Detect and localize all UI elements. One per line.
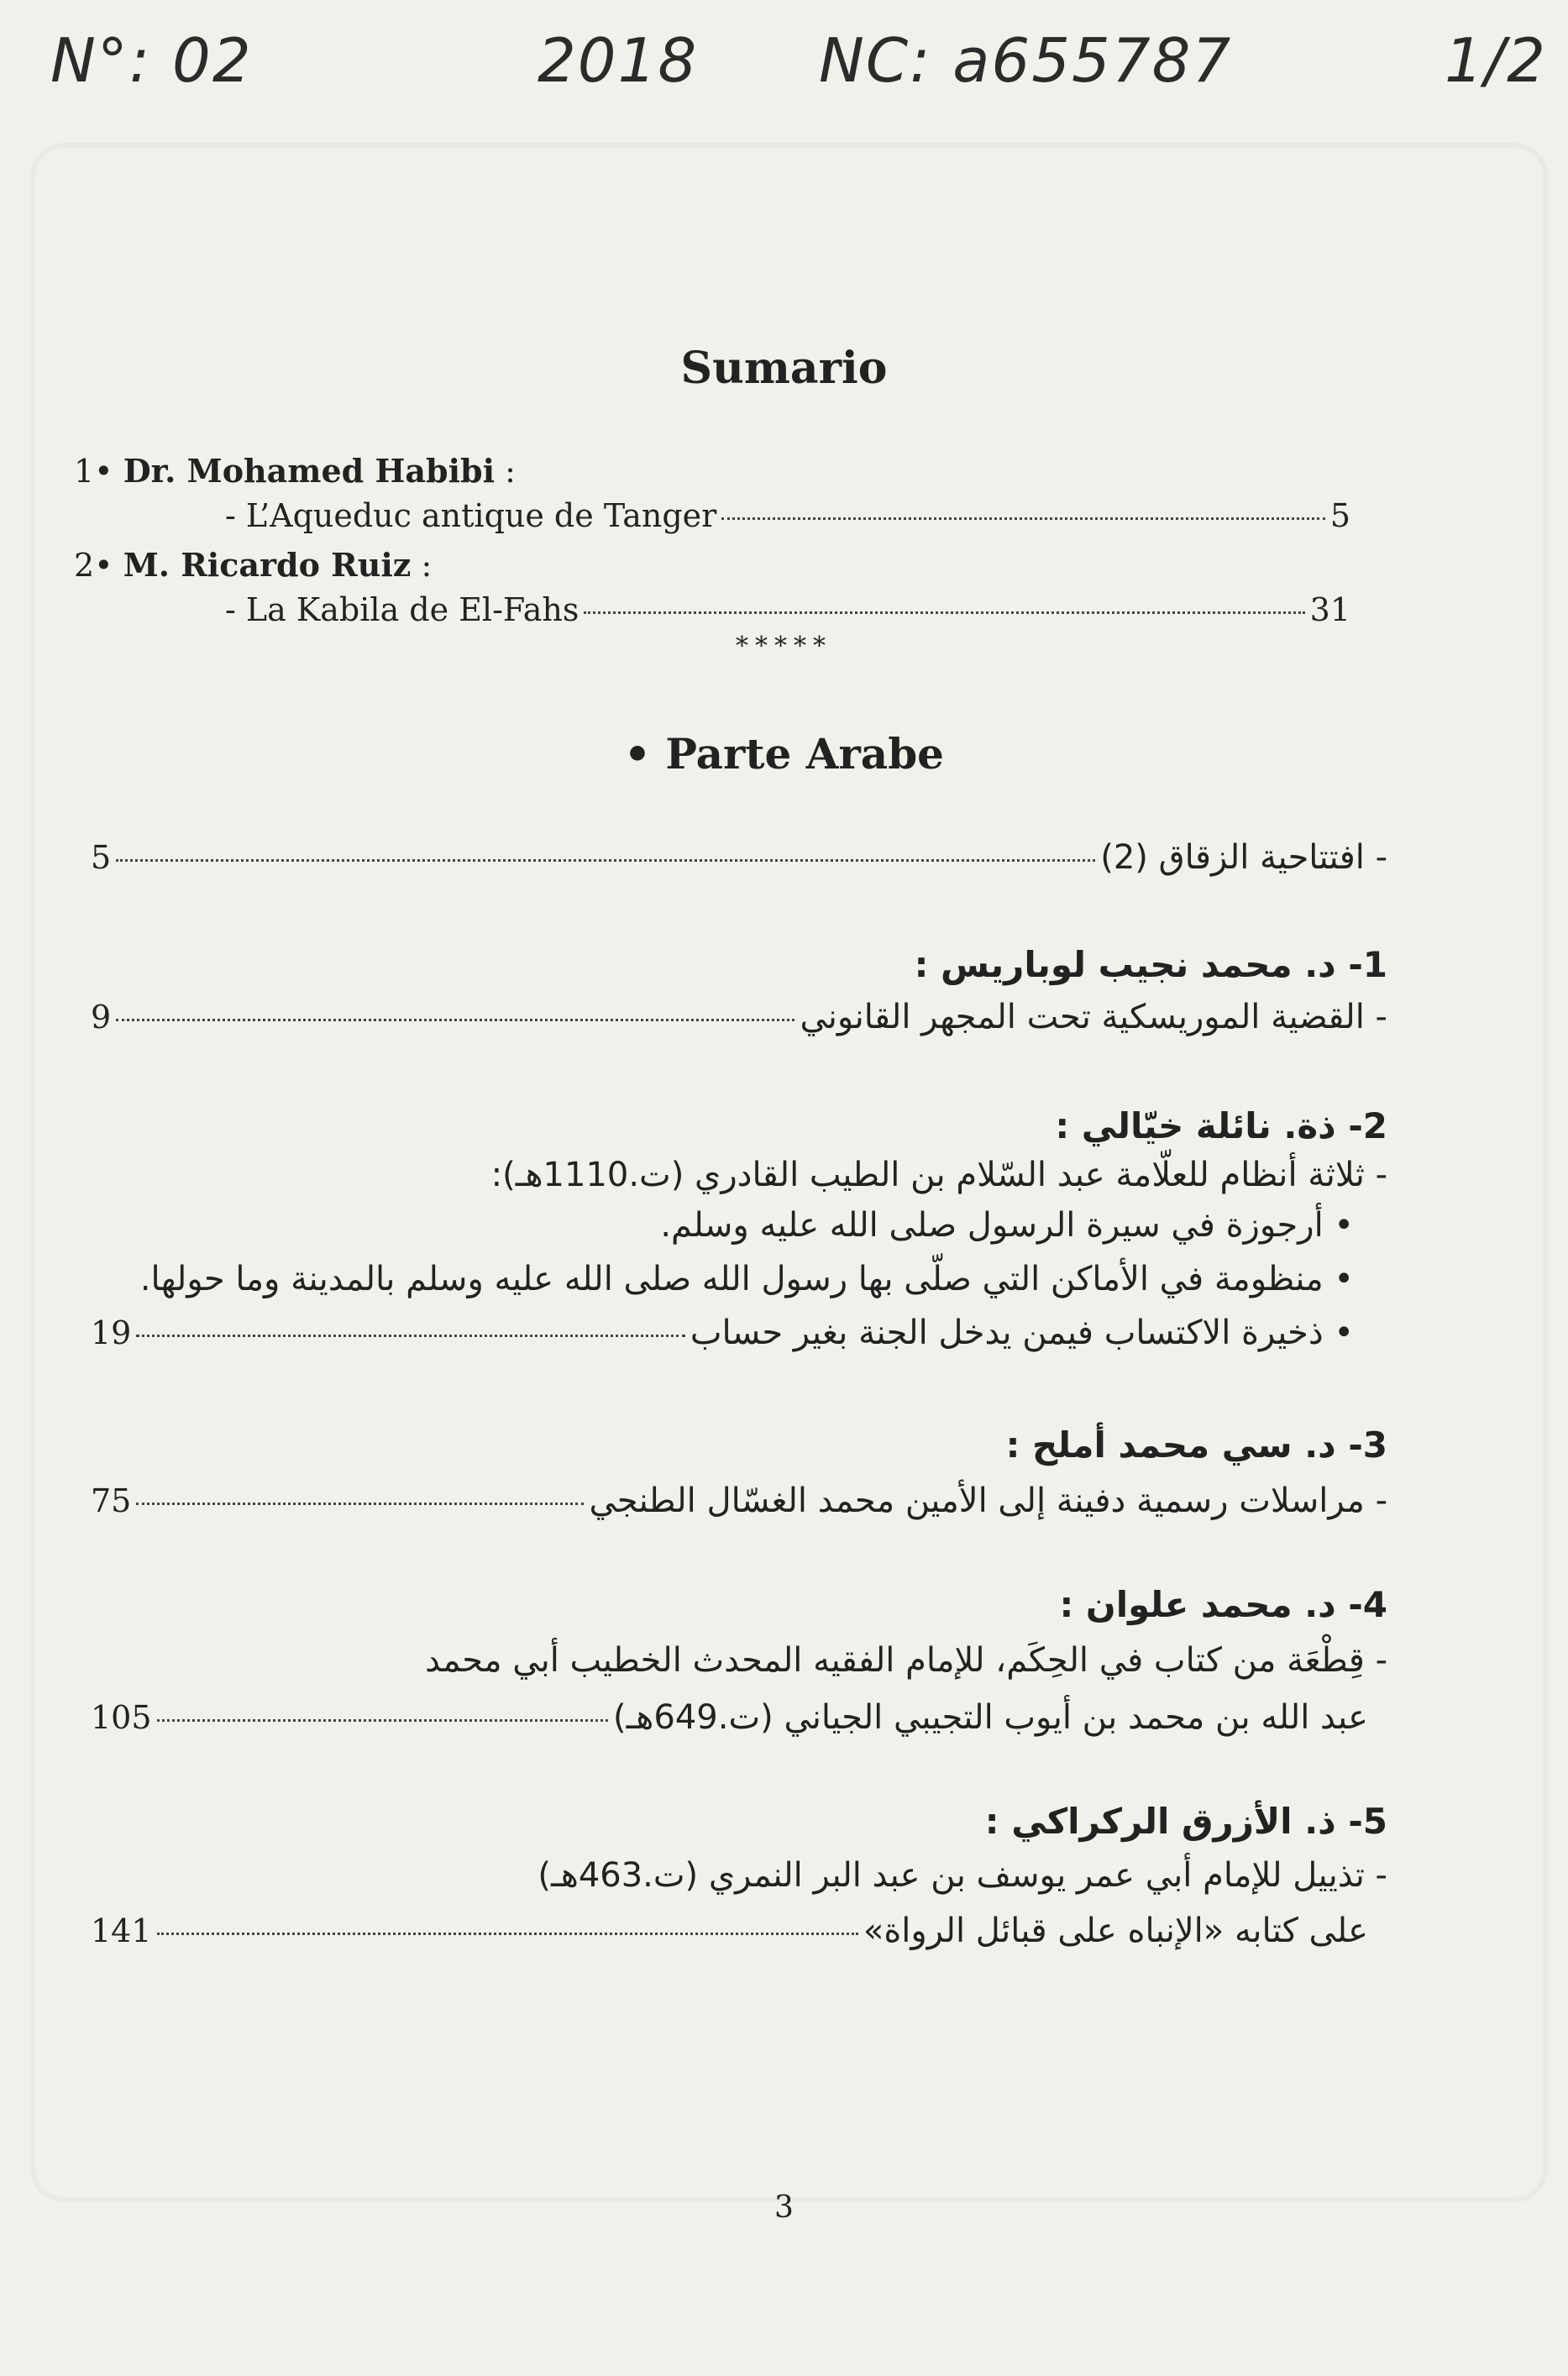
- entry-1-author: Dr. Mohamed Habibi: [123, 452, 496, 490]
- entry-1-article-line: [225, 497, 1350, 534]
- arabic-1-title: - القضية الموريسكية تحت المجهر القانوني: [800, 998, 1387, 1036]
- handwritten-nc-code: NC: a655787: [819, 25, 1233, 96]
- entry-1-author-line: [74, 452, 516, 490]
- dot-leader: [136, 1335, 684, 1337]
- arabic-3-title-line: [91, 1482, 1387, 1520]
- arabic-4-author: 4- د. محمد علوان :: [1059, 1584, 1387, 1625]
- arabic-intro-page: 5: [91, 839, 112, 876]
- arabic-1-title-line: [91, 998, 1387, 1036]
- arabic-5-author: 5- ذ. الأزرق الركراكي :: [984, 1801, 1387, 1842]
- dot-leader: [136, 1503, 584, 1505]
- entry-2-article: - La Kabila de El-Fahs: [225, 591, 579, 628]
- arabic-5-title-line: [91, 1912, 1368, 1950]
- entry-1-number: 1•: [74, 453, 113, 490]
- dot-leader: [584, 611, 1304, 614]
- handwritten-fraction: 1/2: [1445, 25, 1547, 96]
- section-separator: *****: [736, 632, 832, 661]
- arabic-3-page: 75: [91, 1482, 132, 1519]
- arabic-2-title: - ثلاثة أنظام للعلّامة عبد السّلام بن الطيب القادري (ت.1110هـ):: [490, 1156, 1387, 1194]
- entry-2-author-line: [74, 546, 432, 584]
- arabic-3-author: 3- د. سي محمد أملح :: [1005, 1424, 1387, 1466]
- arabic-intro-title: - افتتاحية الزقاق (2): [1100, 838, 1387, 877]
- entry-2-author: M. Ricardo Ruiz: [123, 546, 412, 584]
- entry-1-colon: :: [495, 453, 516, 490]
- dot-leader: [721, 517, 1324, 520]
- section-heading: • Parte Arabe: [624, 729, 944, 779]
- handwritten-issue-number: N°: 02: [50, 25, 253, 96]
- arabic-5-title-2: على كتابه «الإنباه على قبائل الرواة»: [863, 1912, 1368, 1950]
- entry-2-page: 31: [1309, 591, 1350, 628]
- dot-leader: [157, 1719, 608, 1722]
- arabic-5-title-1: - تذييل للإمام أبي عمر يوسف بن عبد البر النمري (ت.463هـ): [538, 1856, 1387, 1895]
- arabic-4-title-1: - قِطْعَة من كتاب في الحِكَم، للإمام الفقيه المحدث الخطيب أبي محمد: [425, 1641, 1387, 1680]
- arabic-4-title-line: [91, 1698, 1368, 1737]
- dot-leader: [116, 859, 1095, 862]
- arabic-2-author: 2- ذة. نائلة خيّالي :: [1055, 1105, 1387, 1146]
- entry-2-colon: :: [411, 547, 433, 584]
- entry-1-article: - L’Aqueduc antique de Tanger: [225, 497, 717, 534]
- arabic-intro-line: [91, 838, 1387, 877]
- page-title: Sumario: [680, 343, 888, 394]
- arabic-3-title: - مراسلات رسمية دفينة إلى الأمين محمد الغسّال الطنجي: [589, 1482, 1387, 1520]
- entry-2-number: 2•: [74, 547, 113, 584]
- arabic-1-page: 9: [91, 999, 112, 1036]
- entry-1-page: 5: [1329, 497, 1350, 534]
- arabic-2-bullet-3: • ذخيرة الاكتساب فيمن يدخل الجنة بغير حساب: [690, 1314, 1354, 1352]
- arabic-2-bullet-2: • منظومة في الأماكن التي صلّى بها رسول الله صلى الله عليه وسلم بالمدينة وما حولها.: [139, 1260, 1354, 1298]
- page-number: 3: [774, 2190, 794, 2225]
- arabic-2-page: 19: [91, 1314, 132, 1351]
- entry-2-article-line: [225, 591, 1350, 628]
- arabic-1-author: 1- د. محمد نجيب لوباريس :: [914, 944, 1387, 985]
- arabic-2-bullet-1: • أرجوزة في سيرة الرسول صلى الله عليه وسلم.: [660, 1206, 1354, 1245]
- arabic-4-page: 105: [91, 1699, 152, 1736]
- dot-leader: [157, 1933, 858, 1935]
- arabic-4-title-2: عبد الله بن محمد بن أيوب التجيبي الجياني (ت.649هـ): [612, 1698, 1368, 1737]
- arabic-5-page: 141: [91, 1912, 152, 1949]
- arabic-2-bullet-3-line: [91, 1314, 1354, 1352]
- handwritten-year: 2018: [538, 25, 699, 96]
- dot-leader: [116, 1019, 794, 1021]
